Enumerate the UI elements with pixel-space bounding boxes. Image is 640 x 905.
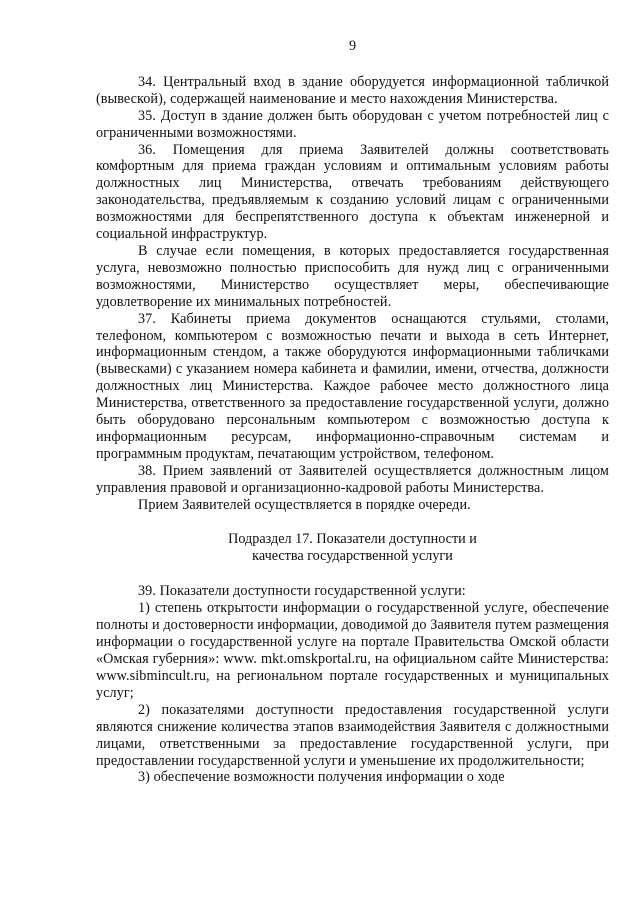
section-heading-line-1: Подраздел 17. Показатели доступности и bbox=[228, 531, 477, 548]
page-number: 9 bbox=[348, 38, 357, 54]
paragraph-39-item-2: 2) показателями доступности предоставления государственной услуги являются снижение количества этапов взаимодействия Заявителя с должностными лицами, ответственными за предоставление государственной услуги, при предоставлении государственной услуги и уменьшение их продолжительности; bbox=[96, 701, 609, 769]
paragraph-37: 37. Кабинеты приема документов оснащаются стульями, столами, телефоном, компьютером с возможностью печати и выхода в сеть Интернет, информационным стендом, а также оборудуются информационными табличками (вывесками) с указанием номера кабинета и фамилии, имени, отчества, должности должностных лиц Министерства. Каждое рабочее место должностного лица Министерства, ответственного за предоставление государственной услуги, должно быть оборудовано персональным компьютером с возможностью доступа к информационным ресурсам, информационно-справочным системам и программным продуктам, печатающим устройством, телефоном. bbox=[96, 310, 609, 462]
paragraph-38: 38. Прием заявлений от Заявителей осуществляется должностным лицом управления правовой и организационно-кадровой работы Министерства. bbox=[96, 462, 609, 496]
paragraph-34: 34. Центральный вход в здание оборудуется информационной табличкой (вывеской), содержащей наименование и место нахождения Министерства. bbox=[96, 73, 609, 107]
section-heading-line-2: качества государственной услуги bbox=[252, 548, 453, 565]
paragraph-39-item-1: 1) степень открытости информации о государственной услуге, обеспечение полноты и достоверности информации, доводимой до Заявителя путем размещения информации о государственной услуге на портале Правительства Омской области «Омская губерния»: www. mkt.omskportal.ru, на официальном сайте Министерства: www.sibmincult.ru, на региональном портале государственных и муниципальных услуг; bbox=[96, 600, 609, 701]
paragraph-36-continuation: В случае если помещения, в которых предоставляется государственная услуга, невозможно полностью приспособить для нужд лиц с ограниченными возможностями, Министерство осуществляет меры, обеспечивающие удовлетворение их минимальных потребностей. bbox=[96, 242, 609, 310]
paragraph-35: 35. Доступ в здание должен быть оборудован с учетом потребностей лиц с ограниченными возможностями. bbox=[96, 107, 609, 141]
paragraph-36: 36. Помещения для приема Заявителей должны соответствовать комфортным для приема граждан условиям и оптимальным условиям работы должностных лиц Министерства, отвечать требованиям действующего законодательства, предъявляемым к созданию условий лицам с ограниченными возможностями для беспрепятственного доступа к объектам инженерной и социальной инфраструктур. bbox=[96, 141, 609, 243]
section-heading bbox=[96, 531, 609, 565]
paragraph-39-item-3: 3) обеспечение возможности получения информации о ходе bbox=[138, 769, 505, 786]
paragraph-39: 39. Показатели доступности государственной услуги: bbox=[138, 583, 466, 600]
paragraph-38-continuation: Прием Заявителей осуществляется в порядке очереди. bbox=[138, 496, 471, 513]
